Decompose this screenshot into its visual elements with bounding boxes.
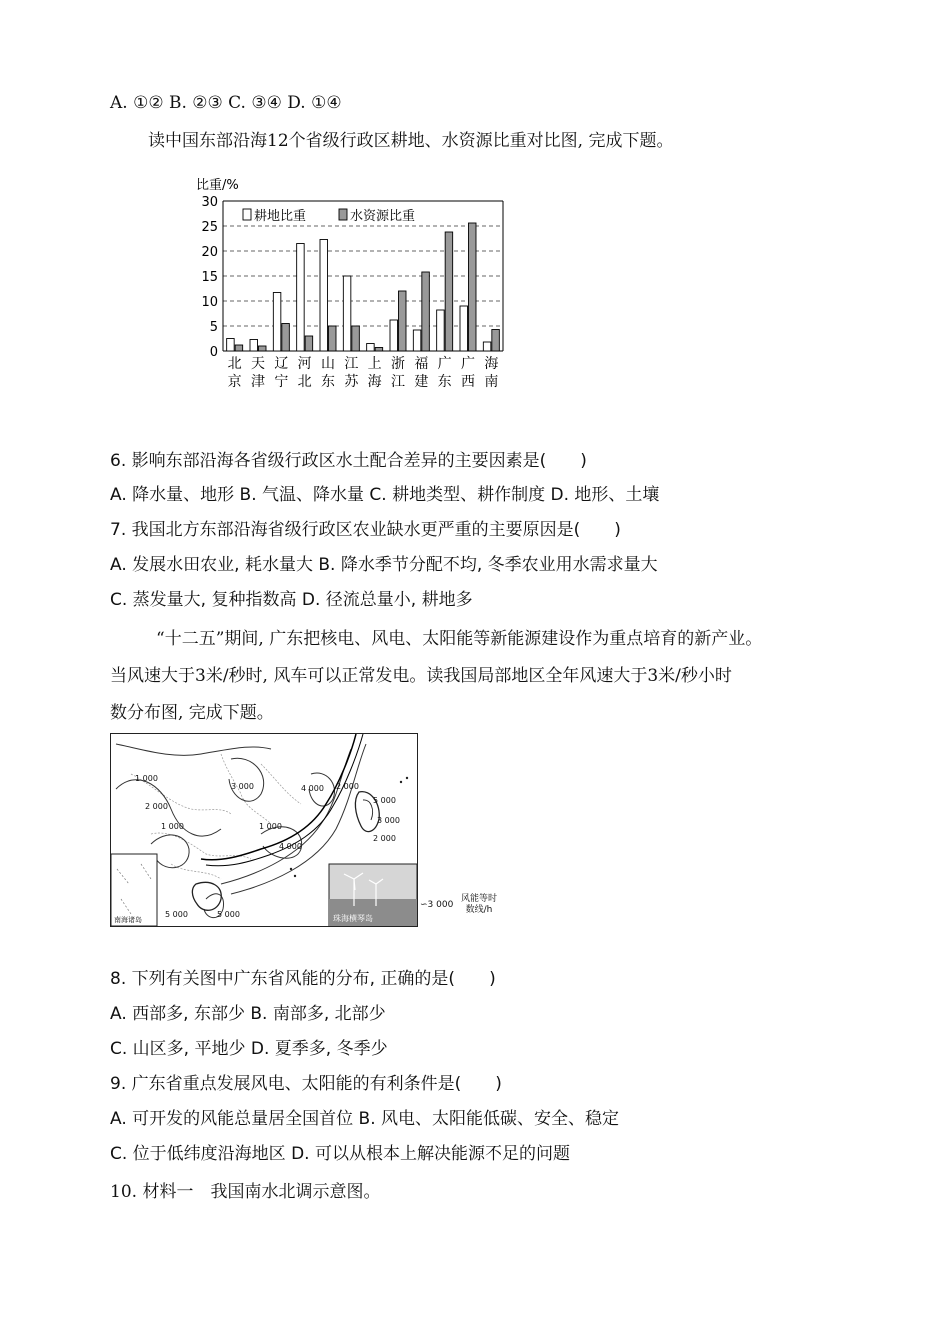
x-tick-label: 福 bbox=[414, 356, 429, 372]
bar-water bbox=[259, 346, 267, 351]
question-8-options-cd: C. 山区多, 平地少 D. 夏季多, 冬季少 bbox=[110, 1039, 388, 1059]
y-axis-label: 比重/% bbox=[196, 178, 239, 193]
bar-farmland bbox=[297, 244, 305, 352]
question-7: 7. 我国北方东部沿海省级行政区农业缺水更严重的主要原因是( ) bbox=[110, 520, 621, 540]
bar-farmland bbox=[460, 306, 468, 351]
bar-farmland bbox=[273, 293, 281, 352]
bar-water bbox=[469, 223, 477, 351]
x-tick-label: 广 bbox=[437, 356, 452, 372]
isoline-label: 3 000 bbox=[377, 816, 400, 825]
y-tick-label: 15 bbox=[201, 270, 218, 285]
bar-farmland bbox=[390, 320, 398, 351]
legend-swatch bbox=[339, 209, 347, 220]
y-tick-label: 10 bbox=[201, 295, 218, 310]
bar-farmland bbox=[483, 342, 491, 351]
bar-water bbox=[375, 348, 383, 352]
x-tick-label: 京 bbox=[227, 374, 242, 390]
x-tick-label: 宁 bbox=[274, 374, 289, 390]
question-8-options-ab: A. 西部多, 东部少 B. 南部多, 北部少 bbox=[110, 1004, 386, 1024]
bar-water bbox=[352, 326, 360, 351]
isoline-label: 5 000 bbox=[165, 910, 188, 919]
bar-chart bbox=[190, 173, 520, 395]
question-9-options-cd: C. 位于低纬度沿海地区 D. 可以从根本上解决能源不足的问题 bbox=[110, 1144, 570, 1164]
wind-energy-map bbox=[110, 733, 418, 927]
isoline-label: 2 000 bbox=[145, 802, 168, 811]
x-tick-label: 建 bbox=[414, 374, 429, 390]
inset-label: 南海诸岛 bbox=[114, 916, 142, 924]
isoline-label: 4 000 bbox=[279, 842, 302, 851]
bar-farmland bbox=[437, 310, 445, 351]
bar-farmland bbox=[413, 330, 421, 351]
bar-water bbox=[492, 330, 500, 352]
bar-farmland bbox=[227, 339, 235, 352]
x-tick-label: 天 bbox=[251, 356, 265, 372]
map-legend bbox=[461, 894, 497, 916]
x-tick-label: 津 bbox=[251, 374, 265, 390]
x-tick-label: 河 bbox=[297, 356, 312, 372]
isoline-label: 2 000 bbox=[373, 834, 396, 843]
x-tick-label: 东 bbox=[321, 374, 335, 390]
bar-water bbox=[399, 291, 407, 351]
isoline-label: 4 000 bbox=[301, 784, 324, 793]
previous-options: A. ①② B. ②③ C. ③④ D. ①④ bbox=[110, 93, 342, 113]
question-8: 8. 下列有关图中广东省风能的分布, 正确的是( ) bbox=[110, 969, 496, 989]
material-paragraph-line1: “十二五”期间, 广东把核电、风电、太阳能等新能源建设作为重点培育的新产业。 bbox=[156, 629, 763, 649]
bar-water bbox=[445, 232, 453, 351]
isoline-label: 2 000 bbox=[336, 782, 359, 791]
y-tick-label: 5 bbox=[209, 320, 218, 335]
x-tick-label: 北 bbox=[297, 374, 312, 390]
question-6: 6. 影响东部沿海各省级行政区水土配合差异的主要因素是( ) bbox=[110, 451, 587, 471]
bar-water bbox=[329, 326, 337, 351]
photo-caption: 珠海横琴岛 bbox=[333, 914, 373, 923]
bar-farmland bbox=[343, 276, 351, 351]
isoline-label: 3 000 bbox=[231, 782, 254, 791]
bar-water bbox=[305, 336, 313, 351]
x-tick-label: 浙 bbox=[391, 356, 405, 372]
isoline-label: 5 000 bbox=[373, 796, 396, 805]
map-legend-unit: 数线/h bbox=[465, 905, 493, 915]
x-tick-label: 上 bbox=[367, 356, 382, 372]
legend-label: 水资源比重 bbox=[350, 209, 416, 224]
x-tick-label: 江 bbox=[344, 356, 359, 372]
map-legend-line-sample: ∽3 000 bbox=[420, 900, 454, 910]
bar-water bbox=[422, 272, 430, 351]
isoline-label: 1 000 bbox=[259, 822, 282, 831]
x-tick-label: 江 bbox=[391, 374, 405, 390]
x-tick-label: 广 bbox=[461, 356, 475, 372]
legend-swatch bbox=[243, 209, 251, 220]
bar-water bbox=[282, 324, 290, 352]
y-tick-label: 20 bbox=[201, 245, 218, 260]
material-paragraph-line2: 当风速大于3米/秒时, 风车可以正常发电。读我国局部地区全年风速大于3米/秒小时 bbox=[110, 666, 732, 686]
question-6-options: A. 降水量、地形 B. 气温、降水量 C. 耕地类型、耕作制度 D. 地形、土壤 bbox=[110, 485, 660, 505]
question-7-options-ab: A. 发展水田农业, 耗水量大 B. 降水季节分配不均, 冬季农业用水需求量大 bbox=[110, 555, 658, 575]
question-7-options-cd: C. 蒸发量大, 复种指数高 D. 径流总量小, 耕地多 bbox=[110, 590, 473, 610]
x-tick-label: 海 bbox=[484, 356, 499, 372]
question-9: 9. 广东省重点发展风电、太阳能的有利条件是( ) bbox=[110, 1074, 502, 1094]
x-tick-label: 山 bbox=[321, 356, 335, 372]
x-tick-label: 南 bbox=[484, 374, 499, 390]
bar-farmland bbox=[250, 340, 258, 352]
material-paragraph-line3: 数分布图, 完成下题。 bbox=[110, 703, 274, 723]
bar-water bbox=[235, 345, 243, 351]
legend-label: 耕地比重 bbox=[254, 209, 307, 224]
x-tick-label: 海 bbox=[367, 374, 382, 390]
chart-intro: 读中国东部沿海12个省级行政区耕地、水资源比重对比图, 完成下题。 bbox=[148, 131, 674, 151]
y-tick-label: 0 bbox=[209, 345, 218, 360]
y-tick-label: 30 bbox=[201, 195, 218, 210]
isoline-label: 1 000 bbox=[135, 774, 158, 783]
isoline-label: 1 000 bbox=[161, 822, 184, 831]
x-tick-label: 东 bbox=[437, 374, 452, 390]
map-legend-value: 3 000 bbox=[427, 900, 454, 910]
x-tick-label: 辽 bbox=[274, 356, 289, 372]
map-legend-text: 风能等时 bbox=[461, 894, 498, 904]
x-tick-label: 西 bbox=[461, 374, 475, 390]
bar-farmland bbox=[320, 240, 328, 352]
isoline-label: 5 000 bbox=[217, 910, 240, 919]
x-tick-label: 北 bbox=[227, 356, 242, 372]
bar-farmland bbox=[367, 344, 375, 352]
x-tick-label: 苏 bbox=[344, 374, 359, 390]
question-9-options-ab: A. 可开发的风能总量居全国首位 B. 风电、太阳能低碳、安全、稳定 bbox=[110, 1109, 620, 1129]
question-10: 10. 材料一 我国南水北调示意图。 bbox=[110, 1182, 381, 1202]
y-tick-label: 25 bbox=[201, 220, 218, 235]
